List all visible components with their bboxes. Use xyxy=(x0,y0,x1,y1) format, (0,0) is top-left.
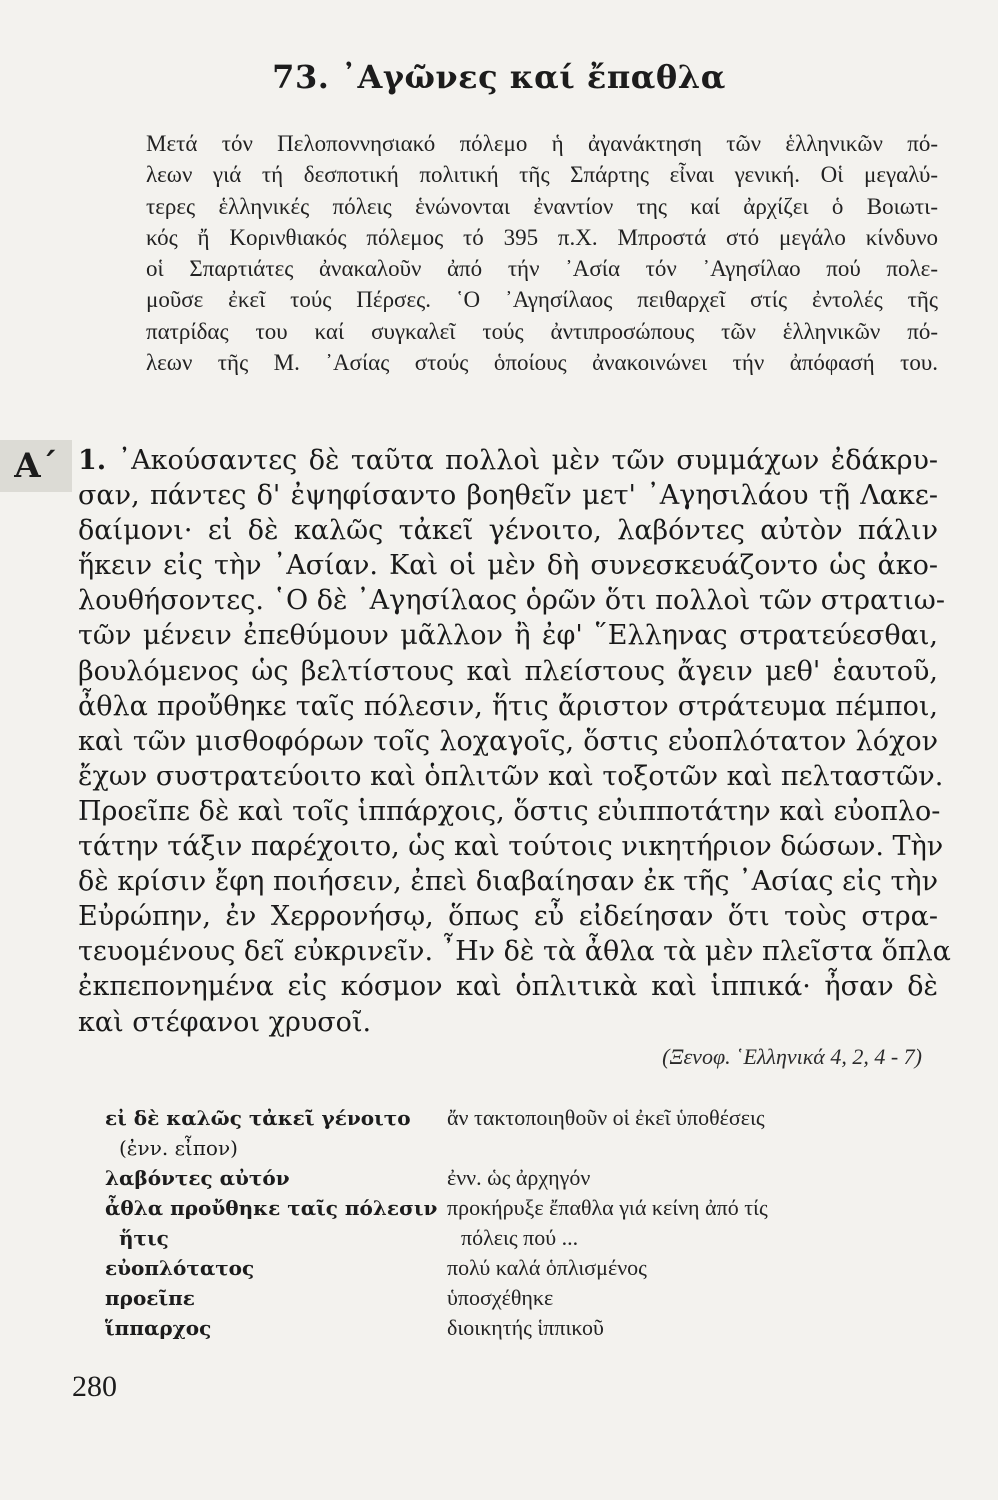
glossary-row xyxy=(105,1103,935,1133)
text-line: τευομένους δεῖ εὐκρινεῖν. ῏Ην δὲ τὰ ἆθλα τὰ μὲν πλεῖστα ὅπλα xyxy=(78,936,951,968)
glossary-row xyxy=(105,1313,935,1343)
page-number: 280 xyxy=(72,1370,117,1403)
intro-line: λεων τῆς Μ. ᾿Ασίας στούς ὁποίους ἀνακοινώνει τήν ἀπόφασή του. xyxy=(146,350,938,376)
text-line: σαν, πάντες δ' ἐψηφίσαντο βοηθεῖν μετ' ᾿Αγησιλάου τῇ Λακε- xyxy=(78,480,938,512)
ancient-text xyxy=(78,443,951,1040)
glossary-row xyxy=(105,1283,935,1313)
glossary-row xyxy=(105,1253,935,1283)
glossary-row xyxy=(105,1223,935,1253)
intro-paragraph xyxy=(146,128,938,378)
intro-line: μοῦσε ἐκεῖ τούς Πέρσες. ῾Ο ᾿Αγησίλαος πειθαρχεῖ στίς ἐντολές τῆς xyxy=(146,287,938,313)
glossary-term: ἥτις xyxy=(119,1226,169,1250)
section-marker: Α΄ xyxy=(0,440,72,492)
glossary-row xyxy=(105,1133,935,1163)
text-line: βουλόμενος ὡς βελτίστους καὶ πλείστους ἄγειν μεθ' ἑαυτοῦ, xyxy=(78,655,938,687)
intro-line: τερες ἑλληνικές πόλεις ἑνώνονται ἐναντίον της καί ἀρχίζει ὁ Βοιωτι- xyxy=(146,193,938,219)
text-line: καὶ τῶν μισθοφόρων τοῖς λοχαγοῖς, ὅστις εὐοπλότατον λόχον xyxy=(78,725,938,757)
glossary-term: ἆθλα προὔθηκε ταῖς πόλεσιν xyxy=(105,1196,438,1220)
text-line: δὲ κρίσιν ἔφη ποιήσειν, ἐπεὶ διαβαίησαν ἐκ τῆς ᾿Ασίας εἰς τὴν xyxy=(78,866,938,898)
text-line-content: ᾿Ακούσαντες δὲ ταῦτα πολλοὶ μὲν τῶν συμμάχων ἐδάκρυ- xyxy=(117,445,938,476)
text-line: τάτην τάξιν παρέχοιτο, ὡς καὶ τούτοις νικητήριον δώσων. Τὴν xyxy=(78,831,944,863)
text-line: ἐκπεπονημένα εἰς κόσμον καὶ ὁπλιτικὰ καὶ ἱππικά· ἦσαν δὲ xyxy=(78,971,938,1003)
text-line: Προεῖπε δὲ καὶ τοῖς ἱππάρχοις, ὅστις εὐιπποτάτην καὶ εὐοπλο- xyxy=(78,795,941,827)
text-line xyxy=(78,443,938,478)
glossary-term: προεῖπε xyxy=(105,1286,195,1310)
text-line: ἔχων συστρατεύοιτο καὶ ὁπλιτῶν καὶ τοξοτῶν καὶ πελταστῶν. xyxy=(78,760,944,792)
glossary-term: λαβόντες αὐτόν xyxy=(105,1166,290,1190)
text-line: τῶν μένειν ἐπεθύμουν μᾶλλον ἢ ἐφ' ῞Ελληνας στρατεύεσθαι, xyxy=(78,620,938,652)
text-line: Εὐρώπην, ἐν Χερρονήσῳ, ὅπως εὖ εἰδείησαν ὅτι τοὺς στρα- xyxy=(78,901,938,933)
intro-line: πατρίδας του καί συγκαλεῖ τούς ἀντιπροσώπους τῶν ἑλληνικῶν πό- xyxy=(146,318,938,344)
glossary-definition: ὑποσχέθηκε xyxy=(447,1285,554,1310)
glossary-term: (ἐνν. εἶπον) xyxy=(119,1136,238,1160)
glossary-term: εὐοπλότατος xyxy=(105,1256,255,1280)
glossary-term: εἰ δὲ καλῶς τἀκεῖ γένοιτο xyxy=(105,1106,411,1130)
glossary-row xyxy=(105,1163,935,1193)
glossary-term: ἵππαρχος xyxy=(105,1316,212,1340)
page-title: 73. ᾿Αγῶνες καί ἔπαθλα xyxy=(272,58,726,96)
intro-line: οἱ Σπαρτιάτες ἀνακαλοῦν ἀπό τήν ᾿Ασία τόν ᾿Αγησίλαο πού πολε- xyxy=(146,256,938,282)
text-line: καὶ στέφανοι χρυσοῖ. xyxy=(78,1006,372,1038)
glossary-definition: ἄν τακτοποιηθοῦν οἱ ἐκεῖ ὑποθέσεις xyxy=(447,1105,765,1130)
intro-line: Μετά τόν Πελοποννησιακό πόλεμο ἡ ἀγανάκτηση τῶν ἑλληνικῶν πό- xyxy=(146,131,938,156)
glossary-row xyxy=(105,1193,935,1223)
text-line: ἆθλα προὔθηκε ταῖς πόλεσιν, ἥτις ἄριστον στράτευμα πέμποι, xyxy=(78,690,938,722)
text-line: δαίμονι· εἰ δὲ καλῶς τἀκεῖ γένοιτο, λαβόντες αὐτὸν πάλιν xyxy=(78,515,938,547)
glossary-definition: προκήρυξε ἔπαθλα γιά κείνη ἀπό τίς xyxy=(447,1195,768,1220)
glossary-definition: διοικητής ἱππικοῦ xyxy=(447,1315,604,1340)
glossary xyxy=(105,1103,935,1343)
glossary-definition: ἐνν. ὡς ἀρχηγόν xyxy=(447,1165,591,1190)
text-line: λουθήσοντες. ῾Ο δὲ ᾿Αγησίλαος ὁρῶν ὅτι πολλοὶ τῶν στρατιω- xyxy=(78,585,945,617)
paragraph-number: 1. xyxy=(78,445,107,476)
intro-line: λεων γιά τή δεσποτική πολιτική τῆς Σπάρτης εἶναι γενική. Οἱ μεγαλύ- xyxy=(146,162,938,188)
text-line: ἥκειν εἰς τὴν ᾿Ασίαν. Καὶ οἱ μὲν δὴ συνεσκευάζοντο ὡς ἀκο- xyxy=(78,550,938,582)
source-citation: (Ξενοφ. ῾Ελληνικά 4, 2, 4 - 7) xyxy=(662,1044,922,1069)
glossary-definition: πολύ καλά ὁπλισμένος xyxy=(447,1255,647,1280)
glossary-definition: πόλεις πού ... xyxy=(461,1225,579,1250)
intro-line: κός ἤ Κορινθιακός πόλεμος τό 395 π.Χ. Μπροστά στό μεγάλο κίνδυνο xyxy=(146,224,938,250)
